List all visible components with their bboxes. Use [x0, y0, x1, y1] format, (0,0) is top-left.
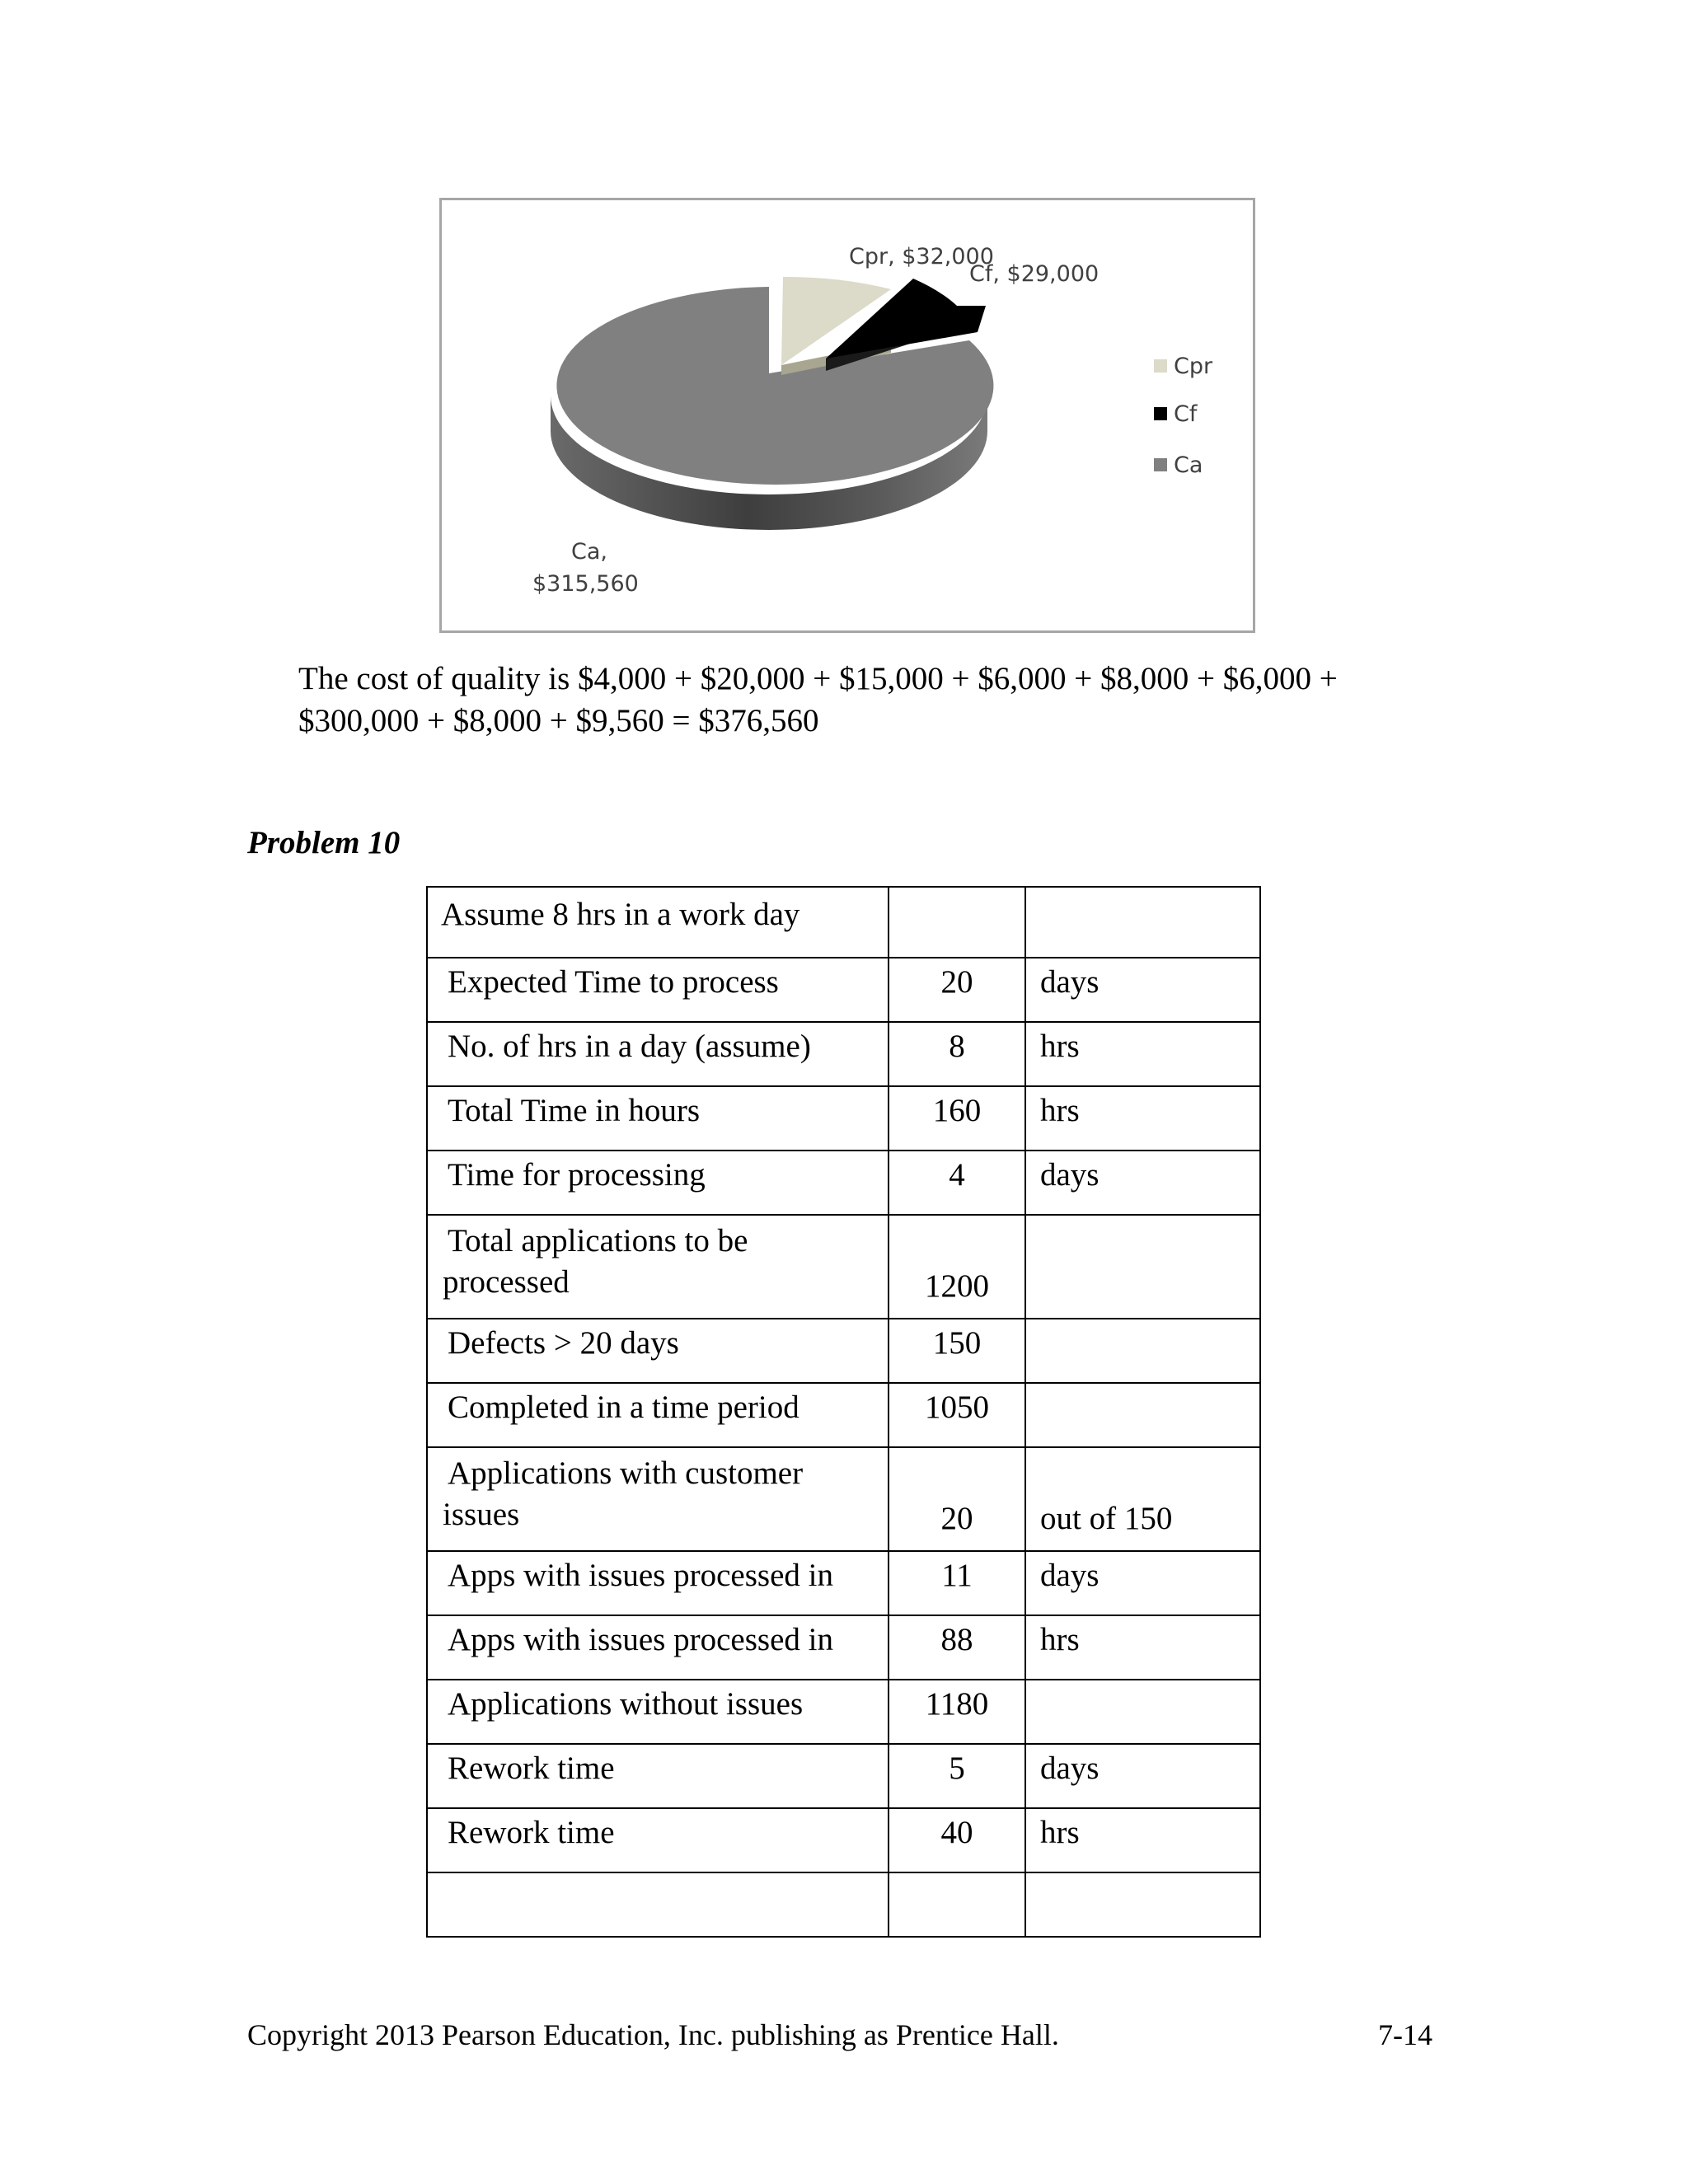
table-row [427, 1744, 1260, 1808]
legend-swatch-ca [1154, 458, 1167, 471]
row-value: 8 [889, 1022, 1025, 1086]
row-value: 5 [889, 1744, 1025, 1808]
row-label: Rework time [427, 1808, 889, 1872]
row-unit: days [1025, 958, 1260, 1022]
table-cell-empty [1025, 887, 1260, 958]
legend-label-cpr: Cpr [1174, 354, 1213, 379]
pie-chart-svg [442, 200, 1253, 630]
row-value: 1180 [889, 1680, 1025, 1744]
row-label: Time for processing [427, 1151, 889, 1215]
row-label: Rework time [427, 1744, 889, 1808]
cost-text-line2: $300,000 + $8,000 + $9,560 = $376,560 [298, 703, 819, 738]
table-row [427, 1086, 1260, 1151]
row-unit [1025, 1319, 1260, 1383]
row-label: Expected Time to process [427, 958, 889, 1022]
label-cf: Cf, $29,000 [969, 261, 1100, 287]
row-value: 1050 [889, 1383, 1025, 1447]
table-row-empty [427, 1872, 1260, 1937]
row-unit: days [1025, 1551, 1260, 1615]
row-unit: days [1025, 1151, 1260, 1215]
legend-label-ca: Ca [1174, 452, 1203, 478]
row-unit: hrs [1025, 1615, 1260, 1680]
table-row [427, 1808, 1260, 1872]
table-row [427, 1680, 1260, 1744]
table-row [427, 1551, 1260, 1615]
row-value: 150 [889, 1319, 1025, 1383]
page-number: 7-14 [1378, 2018, 1432, 2051]
label-ca-line1: Ca, [571, 539, 607, 565]
table-row [427, 1447, 1260, 1551]
table-row [427, 1022, 1260, 1086]
legend-swatch-cpr [1154, 359, 1167, 373]
label-cpr: Cpr, $32,000 [849, 244, 994, 269]
problem-table [426, 886, 1261, 1938]
row-value: 1200 [889, 1215, 1025, 1319]
row-label [427, 1447, 889, 1551]
row-label: Total Time in hours [427, 1086, 889, 1151]
table-cell-empty [889, 887, 1025, 958]
row-unit: out of 150 [1025, 1447, 1260, 1551]
row-label: Completed in a time period [427, 1383, 889, 1447]
table-row [427, 1151, 1260, 1215]
problem-heading: Problem 10 [247, 825, 401, 860]
row-label-line1: Applications with customer [448, 1455, 804, 1491]
row-unit: days [1025, 1744, 1260, 1808]
row-value: 160 [889, 1086, 1025, 1151]
row-value: 11 [889, 1551, 1025, 1615]
row-label: Apps with issues processed in [427, 1551, 889, 1615]
row-value: 4 [889, 1151, 1025, 1215]
label-ca-line2: $315,560 [532, 571, 639, 597]
row-unit [1025, 1215, 1260, 1319]
row-label-line2: processed [443, 1264, 570, 1300]
table-cell-empty [1025, 1872, 1260, 1937]
row-label-line2: issues [443, 1497, 520, 1532]
row-label: No. of hrs in a day (assume) [427, 1022, 889, 1086]
row-label: Defects > 20 days [427, 1319, 889, 1383]
row-label-line1: Total applications to be [448, 1223, 748, 1258]
table-row [427, 1215, 1260, 1319]
cost-text-line1: The cost of quality is $4,000 + $20,000 + $15,000 + $6,000 + $8,000 + $6,000 + [298, 661, 1338, 696]
legend-swatch-cf [1154, 407, 1167, 420]
row-value: 88 [889, 1615, 1025, 1680]
row-unit [1025, 1383, 1260, 1447]
table-row [427, 958, 1260, 1022]
table-row [427, 1615, 1260, 1680]
table-header-row [427, 887, 1260, 958]
footer-copyright: Copyright 2013 Pearson Education, Inc. publishing as Prentice Hall. [247, 2018, 1059, 2051]
row-label: Apps with issues processed in [427, 1615, 889, 1680]
table-header-cell: Assume 8 hrs in a work day [427, 887, 889, 958]
table-row [427, 1319, 1260, 1383]
table-cell-empty [427, 1872, 889, 1937]
row-value: 40 [889, 1808, 1025, 1872]
legend-label-cf: Cf [1174, 401, 1198, 427]
row-value: 20 [889, 958, 1025, 1022]
pie-chart [439, 198, 1255, 633]
table-row [427, 1383, 1260, 1447]
row-label [427, 1215, 889, 1319]
row-unit [1025, 1680, 1260, 1744]
row-unit: hrs [1025, 1808, 1260, 1872]
row-unit: hrs [1025, 1022, 1260, 1086]
cost-of-quality-text [298, 658, 1452, 742]
row-unit: hrs [1025, 1086, 1260, 1151]
row-value: 20 [889, 1447, 1025, 1551]
row-label: Applications without issues [427, 1680, 889, 1744]
table-cell-empty [889, 1872, 1025, 1937]
